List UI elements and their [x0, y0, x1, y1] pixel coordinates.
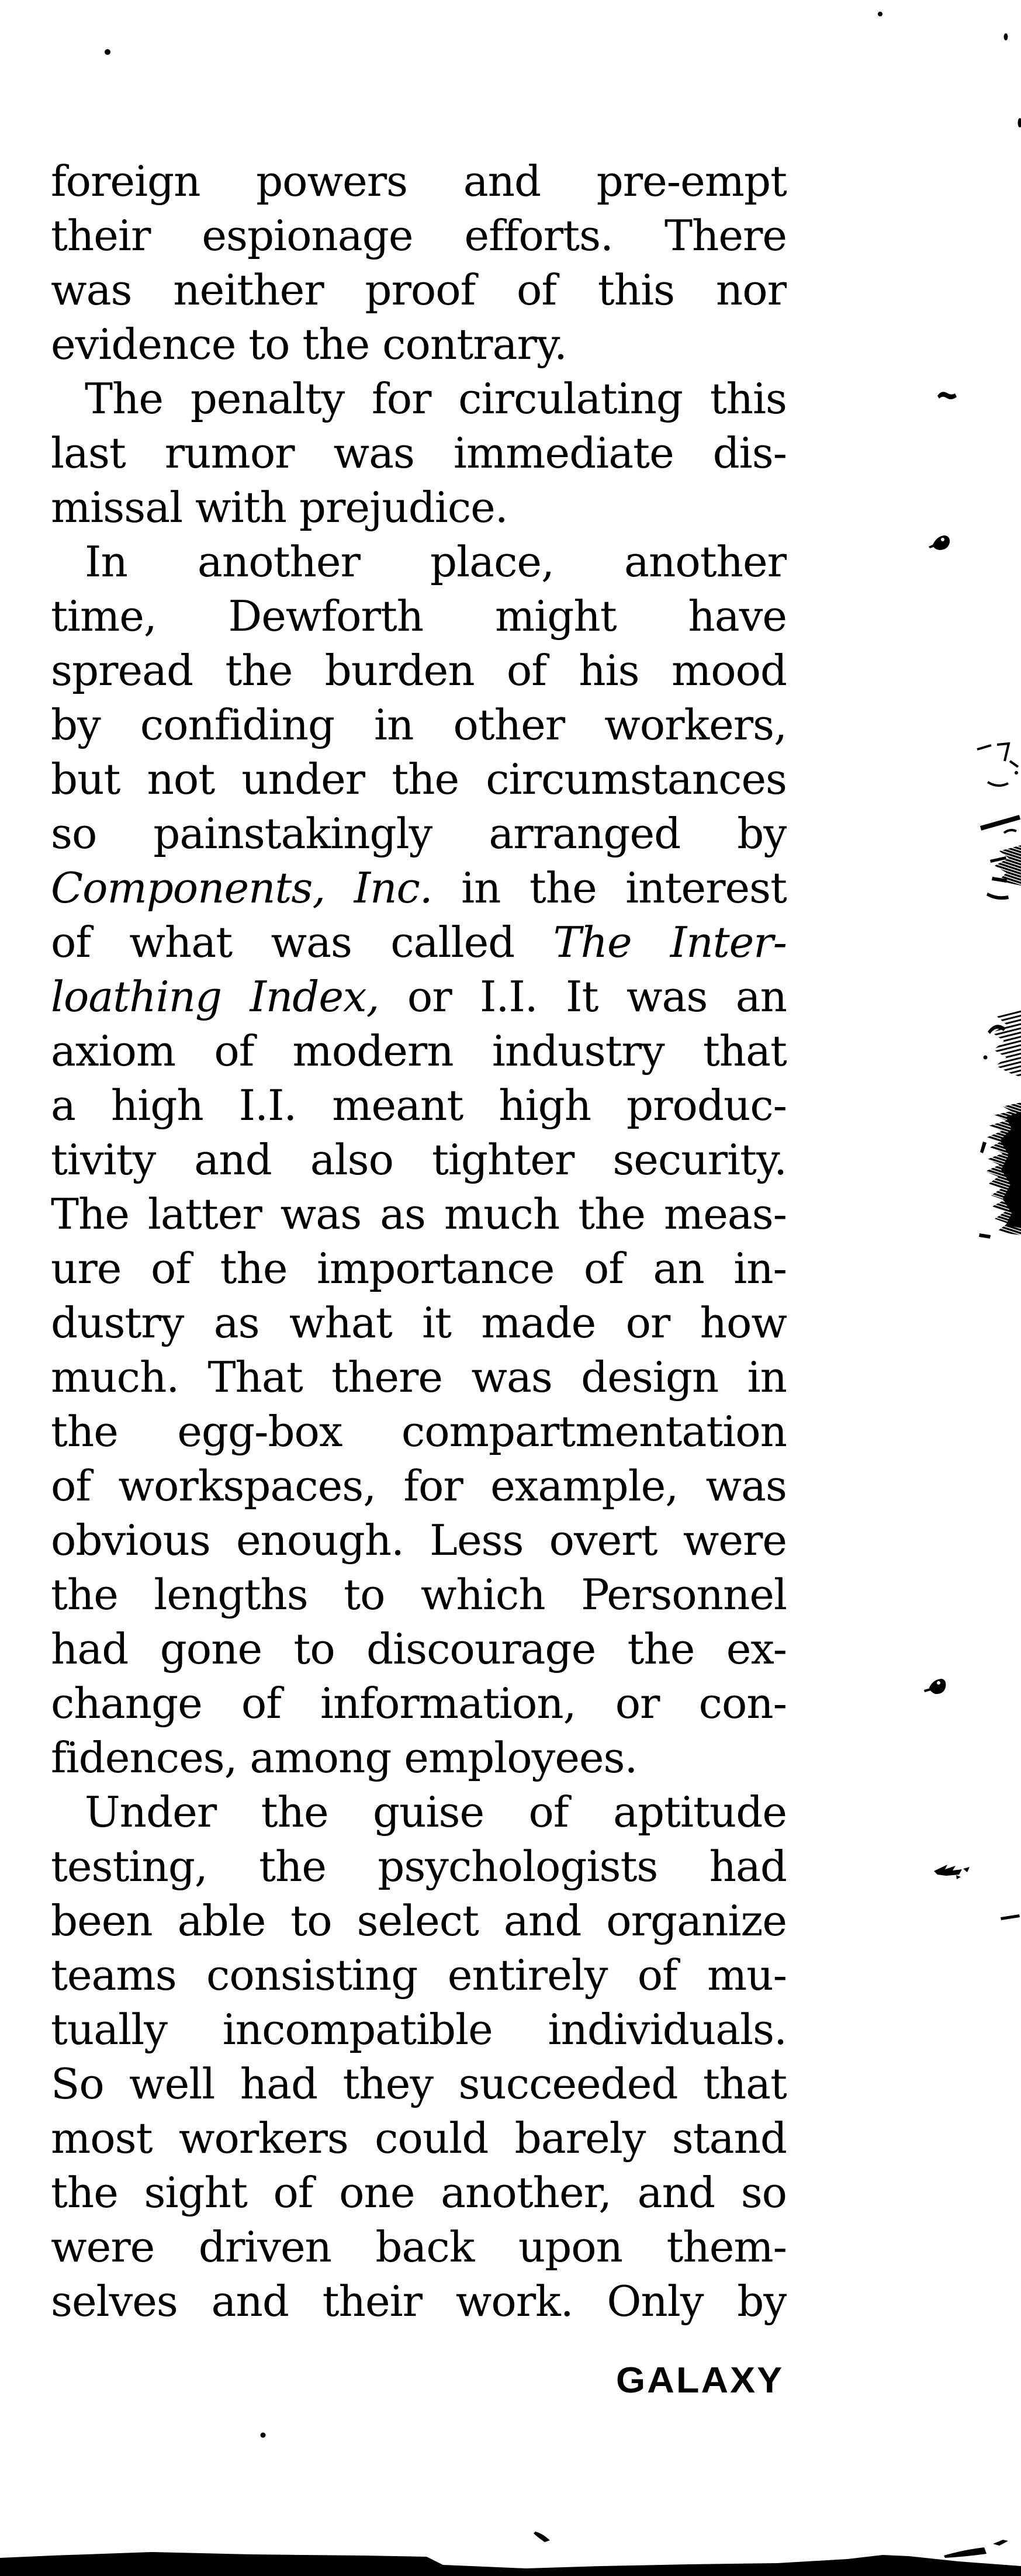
text-segment: had gone to discourage the ex-	[51, 1624, 787, 1673]
text-line	[51, 1459, 787, 1513]
text-segment: been able to select and organize	[51, 1896, 787, 1945]
text-line	[51, 1296, 787, 1350]
text-segment: In another place, another	[85, 537, 787, 586]
dust-speck-bottom	[261, 2433, 266, 2438]
text-line	[51, 535, 787, 589]
text-line	[51, 1839, 787, 1894]
text-segment: spread the burden of his mood	[51, 646, 787, 695]
text-line	[51, 1513, 787, 1568]
text-block	[51, 154, 787, 2329]
ink-blob-double-arrow	[934, 1865, 970, 1879]
margin-scratches	[977, 744, 1018, 786]
text-line	[51, 1568, 787, 1622]
text-segment: So well had they succeeded that	[51, 2059, 787, 2108]
text-segment: foreign powers and pre-empt	[51, 157, 787, 206]
text-segment: tivity and also tighter security.	[51, 1135, 787, 1184]
text-line	[51, 2166, 787, 2220]
text-line	[51, 1187, 787, 1242]
text-line	[51, 1894, 787, 1948]
text-segment: of what was called	[51, 918, 553, 967]
text-segment: time, Dewforth might have	[51, 592, 787, 641]
text-segment: most workers could barely stand	[51, 2114, 787, 2163]
text-line	[51, 2111, 787, 2166]
text-segment: obvious enough. Less overt were	[51, 1516, 787, 1565]
ink-tilde-right-margin	[937, 392, 957, 399]
text-segment: or I.I. It was an	[379, 972, 787, 1021]
text-segment: was neither proof of this nor	[51, 265, 787, 314]
text-segment: the lengths to which Personnel	[51, 1570, 787, 1619]
margin-smudge-dense	[979, 1102, 1021, 1239]
margin-streak	[981, 817, 1020, 833]
text-segment: fidences, among employees.	[51, 1733, 638, 1782]
text-line	[51, 1024, 787, 1078]
text-segment: their espionage efforts. There	[51, 211, 787, 260]
text-line	[51, 970, 787, 1024]
text-line	[51, 807, 787, 861]
text-line	[51, 263, 787, 317]
text-segment: by confiding in other workers,	[51, 700, 787, 749]
text-segment: were driven back upon them-	[51, 2222, 787, 2271]
text-segment: axiom of modern industry that	[51, 1026, 787, 1076]
text-line	[51, 861, 787, 915]
text-line	[51, 317, 787, 372]
text-line	[51, 1785, 787, 1839]
text-line	[51, 209, 787, 263]
text-line	[51, 1405, 787, 1459]
margin-squiggles	[990, 845, 1021, 886]
text-line	[51, 1078, 787, 1133]
ink-blob-arrow	[924, 1679, 946, 1694]
text-line	[51, 1133, 787, 1187]
text-segment: missal with prejudice.	[51, 483, 508, 532]
text-segment: dustry as what it made or how	[51, 1298, 787, 1347]
text-line	[51, 1948, 787, 2003]
text-line	[51, 2057, 787, 2111]
text-line	[51, 372, 787, 426]
text-line	[51, 589, 787, 644]
text-segment: testing, the psychologists had	[51, 1842, 787, 1891]
bottom-taper-swoosh	[944, 2547, 987, 2558]
dust-speck-top-center	[878, 12, 882, 16]
text-line	[51, 1242, 787, 1296]
text-line	[51, 915, 787, 970]
text-segment: Under the guise of aptitude	[85, 1787, 787, 1837]
text-segment: The penalty for circulating this	[85, 374, 787, 423]
text-segment: change of information, or con-	[51, 1679, 787, 1728]
edge-dash	[1001, 1914, 1020, 1920]
bottom-corner-mark	[993, 2540, 1008, 2546]
text-line	[51, 154, 787, 209]
text-line	[51, 1676, 787, 1731]
text-segment: The latter was as much the meas-	[51, 1190, 787, 1239]
text-line	[51, 2274, 787, 2329]
text-segment: evidence to the contrary.	[51, 320, 567, 369]
text-line	[51, 1731, 787, 1785]
text-line	[51, 2003, 787, 2057]
text-segment: the egg-box compartmentation	[51, 1407, 787, 1456]
bottom-swoosh	[534, 2532, 550, 2542]
margin-smudge-light	[984, 1010, 1021, 1077]
text-line	[51, 1622, 787, 1676]
text-segment: the sight of one another, and so	[51, 2168, 787, 2217]
text-line	[51, 2220, 787, 2274]
margin-curved-dash	[987, 893, 1009, 900]
text-segment: last rumor was immediate dis-	[51, 428, 787, 478]
magazine-footer: GALAXY	[616, 2360, 784, 2401]
text-segment-italic: Components, Inc.	[51, 863, 432, 912]
text-segment-italic: loathing Index,	[51, 972, 379, 1021]
text-line	[51, 698, 787, 752]
text-segment-italic: The Inter-	[553, 918, 787, 967]
text-segment: much. That there was design in	[51, 1353, 787, 1402]
text-segment: but not under the circumstances	[51, 755, 787, 804]
text-segment: a high I.I. meant high produc-	[51, 1081, 787, 1130]
text-segment: teams consisting entirely of mu-	[51, 1951, 787, 2000]
text-segment: in the interest	[432, 863, 787, 912]
text-segment: tually incompatible individuals.	[51, 2005, 787, 2054]
text-line	[51, 1350, 787, 1405]
text-line	[51, 480, 787, 535]
text-line	[51, 644, 787, 698]
text-segment: selves and their work. Only by	[51, 2277, 787, 2326]
ink-blob-right-margin	[929, 535, 950, 550]
text-segment: of workspaces, for example, was	[51, 1461, 787, 1510]
text-segment: ure of the importance of an in-	[51, 1244, 787, 1293]
text-line	[51, 752, 787, 807]
dust-speck-top-right-edge	[1004, 33, 1008, 40]
dust-speck-top-left	[105, 49, 110, 55]
text-line	[51, 426, 787, 480]
text-segment: so painstakingly arranged by	[51, 809, 787, 858]
dust-speck-right-edge	[1018, 118, 1021, 127]
scanner-edge-band	[0, 2552, 1021, 2576]
